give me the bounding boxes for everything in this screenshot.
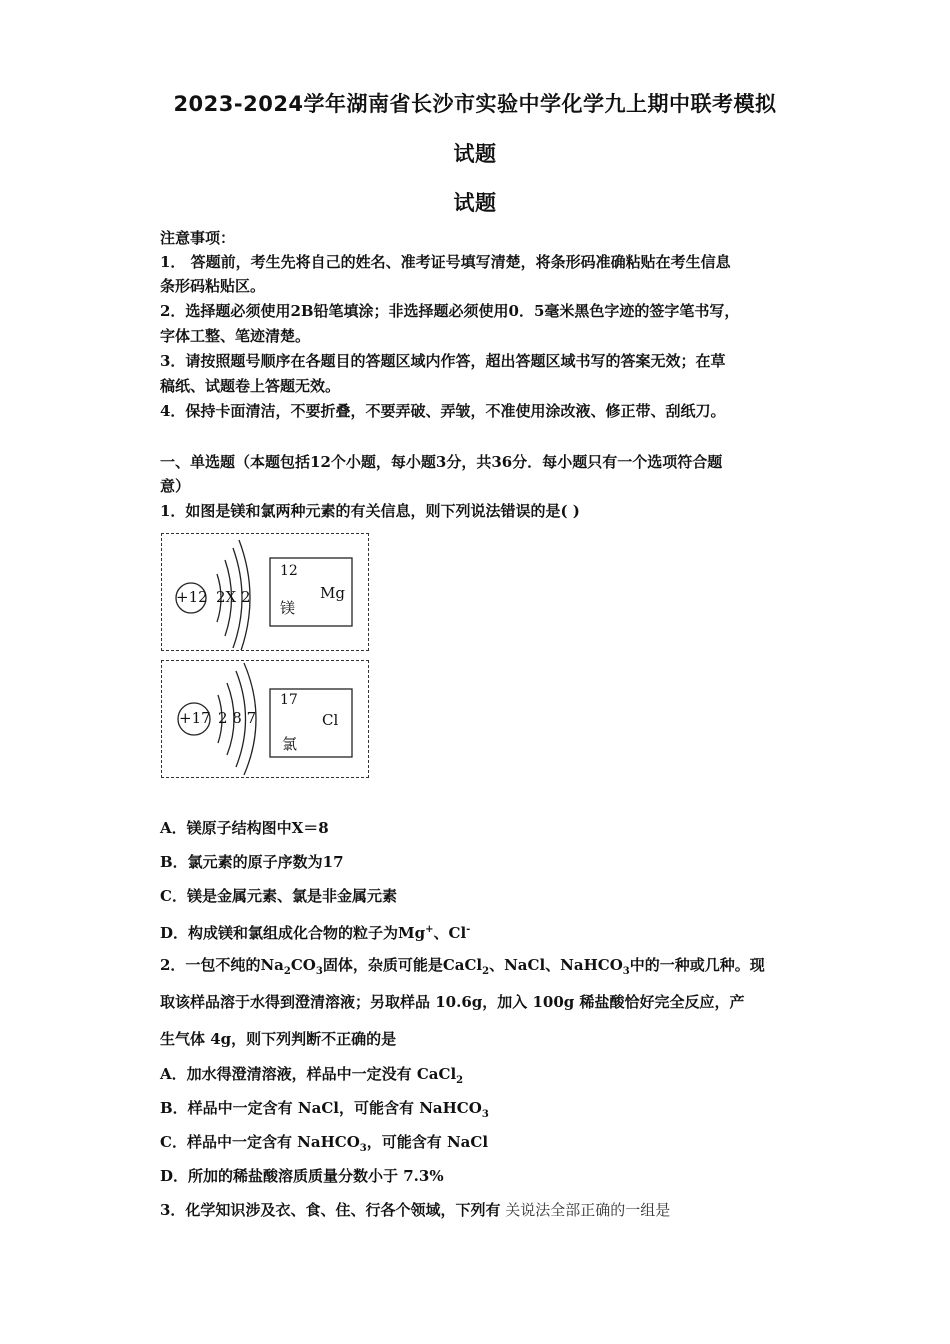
question-3-stem: 3．化学知识涉及衣、食、住、行各个领域，下列有 关说法全部正确的一组是 [160, 1201, 671, 1219]
section-heading: 一、单选题（本题包括12个小题，每小题3分，共36分．每小题只有一个选项符合题 [160, 453, 723, 471]
section-heading-cont: 意） [160, 477, 191, 495]
nucleus-charge: +12 [176, 588, 208, 606]
notice-line: 3．请按照题号顺序在各题目的答题区域内作答，超出答题区域书写的答案无效；在草 [160, 352, 726, 370]
element-symbol: Cl [322, 711, 339, 729]
notice-line: 字体工整、笔迹清楚。 [160, 327, 311, 345]
notice-line: 1． 答题前，考生先将自己的姓名、准考证号填写清楚，将条形码准确粘贴在考生信息 [160, 253, 731, 271]
question-2-stem-line3: 生气体 4g，则下列判断不正确的是 [160, 1030, 397, 1048]
question-2-option-a: A．加水得澄清溶液，样品中一定没有 CaCl$_2$ [160, 1065, 464, 1086]
exam-title-line1: 2023-2024学年湖南省长沙市实验中学化学九上期中联考模拟 [173, 92, 777, 116]
question-2-stem-line1: 2．一包不纯的$Na_2CO_3$固体，杂质可能是CaCl$_2$、NaCl、NaHCO$_3$中的一种或几种。现 [160, 956, 765, 977]
question-2-option-b: B．样品中一定含有 NaCl，可能含有 NaHCO$_3$ [160, 1099, 489, 1120]
notice-heading: 注意事项： [160, 229, 236, 247]
magnesium-figure [161, 533, 369, 651]
question-1-option-d: D．构成镁和氯组成化合物的粒子为Mg+、Cl- [160, 924, 471, 942]
atomic-number: 17 [280, 692, 298, 708]
notice-line: 稿纸、试题卷上答题无效。 [160, 377, 341, 395]
question-1-option-a: A．镁原子结构图中X＝8 [160, 819, 329, 837]
exam-title-line2: 试题 [453, 142, 497, 166]
chlorine-figure [161, 660, 369, 778]
element-name: 氯 [282, 735, 298, 753]
question-2-option-d: D．所加的稀盐酸溶质质量分数小于 7.3% [160, 1167, 444, 1185]
notice-line: 4．保持卡面清洁，不要折叠，不要弄破、弄皱，不准使用涂改液、修正带、刮纸刀。 [160, 402, 726, 420]
question-1-stem: 1．如图是镁和氯两种元素的有关信息，则下列说法错误的是( ) [160, 502, 580, 520]
question-2-stem-line2: 取该样品溶于水得到澄清溶液；另取样品 10.6g，加入 100g 稀盐酸恰好完全反应，产 [160, 993, 745, 1011]
electron-config: 2 8 7 [218, 709, 257, 727]
question-1-option-b: B．氯元素的原子序数为17 [160, 853, 344, 871]
electron-config: 2X 2 [216, 588, 251, 606]
element-symbol: Mg [320, 584, 345, 602]
element-name: 镁 [280, 599, 296, 617]
notice-line: 条形码粘贴区。 [160, 277, 266, 295]
question-2-option-c: C．样品中一定含有 NaHCO$_3$，可能含有 NaCl [160, 1133, 489, 1154]
exam-subtitle: 试题 [453, 191, 497, 215]
notice-line: 2．选择题必须使用2B铅笔填涂；非选择题必须使用0．5毫米黑色字迹的签字笔书写， [160, 302, 740, 320]
nucleus-charge: +17 [179, 709, 211, 727]
atomic-number: 12 [280, 563, 298, 579]
question-1-option-c: C．镁是金属元素、氯是非金属元素 [160, 887, 397, 905]
